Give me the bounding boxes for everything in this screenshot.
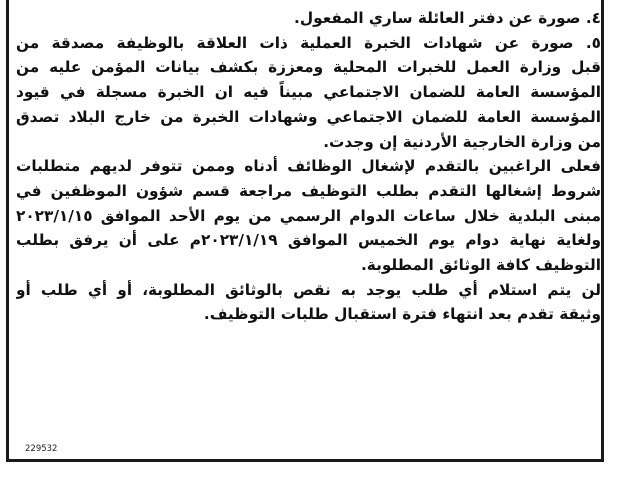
application-paragraph-line-5: التوظيف كافة الوثائق المطلوبة. xyxy=(360,256,601,275)
rejection-note-line-2: وثيقة تقدم بعد انتهاء فترة استقبال طلبات التوظيف. xyxy=(203,305,601,324)
item-5-experience-line-1: ٥. صورة عن شهادات الخبرة العملية ذات العلاقة بالوظيفة مصدقة من xyxy=(16,33,601,52)
item-5-experience-line-3: المؤسسة العامة للضمان الاجتماعي مبيناً فيه ان الخبرة مسجلة في قيود xyxy=(16,83,601,102)
notice-body xyxy=(16,6,601,327)
application-paragraph-line-2: شروط إشغالها التقدم بطلب التوظيف مراجعة قسم شؤون الموظفين في xyxy=(16,181,601,200)
item-4-family-book: ٤. صورة عن دفتر العائلة ساري المفعول. xyxy=(294,9,601,27)
application-paragraph-line-3: مبنى البلدية خلال ساعات الدوام الرسمي من يوم الأحد الموافق ٢٠٢٣/١/١٥ xyxy=(16,206,601,225)
rejection-note-line-1: لن يتم استلام أي طلب يوجد به نقص بالوثائق المطلوبة، أو أي طلب أو xyxy=(16,280,601,299)
application-paragraph-line-4: ولغاية نهاية دوام يوم الخميس الموافق ٢٠٢٣/١/١٩م على أن يرفق بطلب xyxy=(16,231,601,250)
item-5-experience-line-5: من وزارة الخارجية الأردنية إن وجدت. xyxy=(323,132,601,151)
ad-reference-number: 229532 xyxy=(25,444,58,454)
item-5-experience-line-2: قبل وزارة العمل للخبرات المحلية ومعززة بكشف بيانات المؤمن عليه من xyxy=(16,58,601,77)
application-paragraph-line-1: فعلى الراغبين بالتقدم لإشغال الوظائف أدناه وممن تتوفر لديهم متطلبات xyxy=(16,157,601,176)
item-5-experience-line-4: المؤسسة العامة للضمان الاجتماعي وشهادات الخبرة من خارج البلاد تصدق xyxy=(16,107,601,126)
